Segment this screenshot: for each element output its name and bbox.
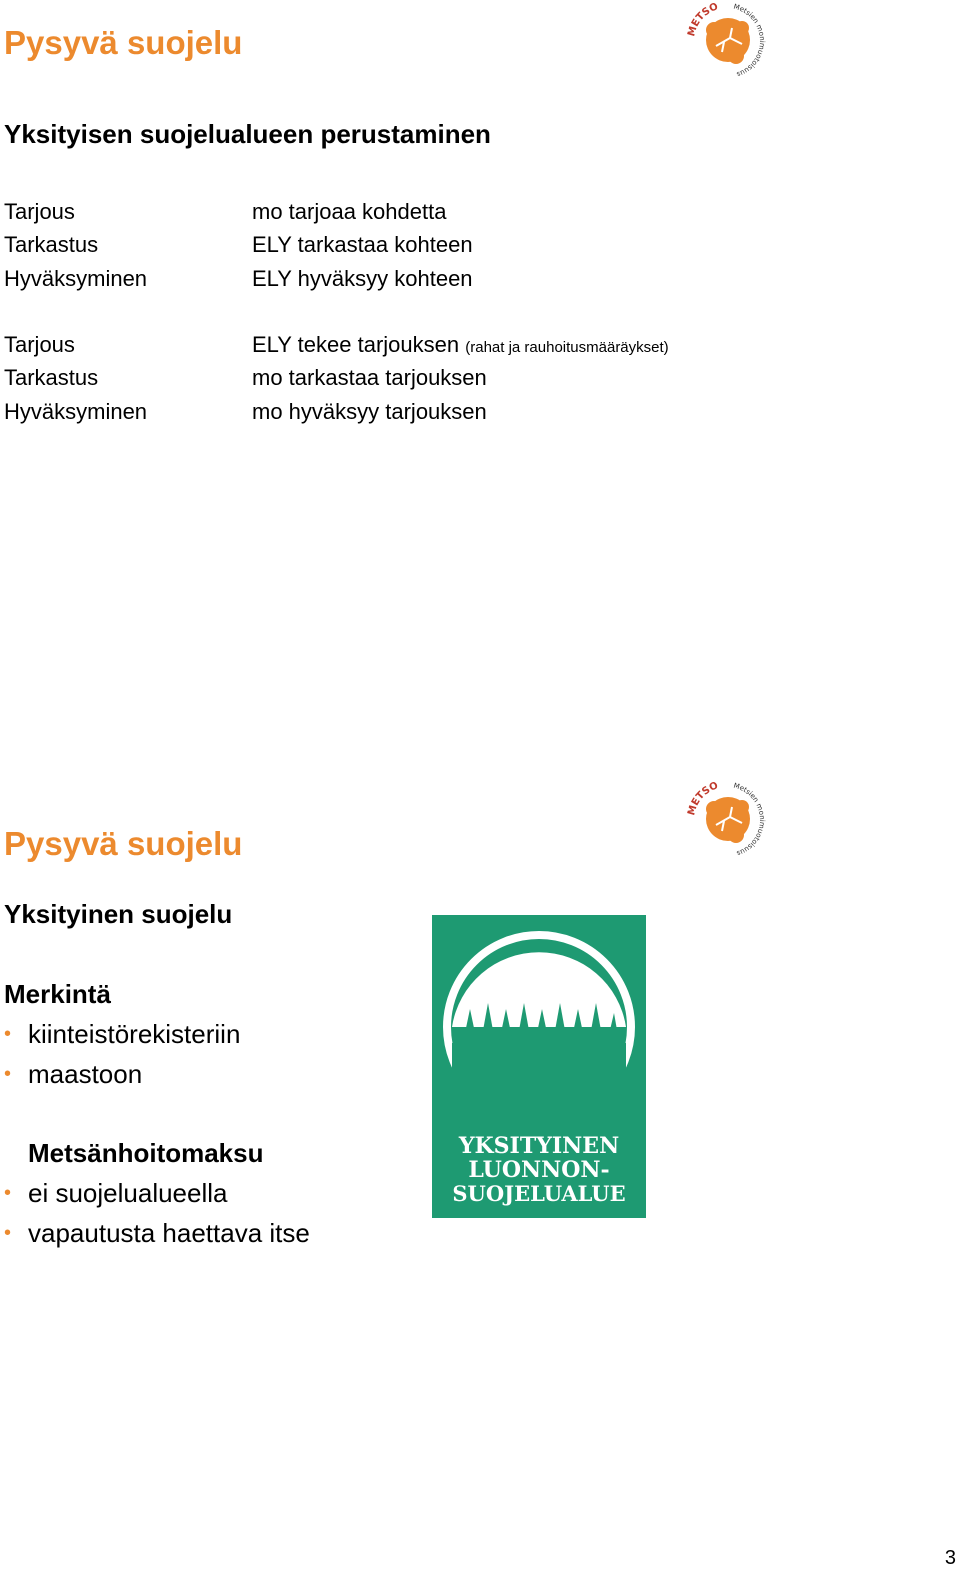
step-term: Hyväksyminen xyxy=(4,265,148,291)
step-desc: ELY tarkastaa kohteen xyxy=(252,232,473,258)
step-desc xyxy=(252,328,669,364)
svg-text:Metsien monimuotoisuus: Metsien monimuotoisuus xyxy=(732,781,767,858)
step-term: Tarkastus xyxy=(4,232,99,258)
list-item: • ei suojelualueella xyxy=(4,1178,228,1208)
sign-line-3: SUOJELUALUE xyxy=(452,1181,626,1206)
step-term: Hyväksyminen xyxy=(4,398,148,424)
slide-title: Pysyvä suojelu xyxy=(4,24,243,61)
list-item: • vapautusta haettava itse xyxy=(4,1218,310,1248)
slide-2 xyxy=(0,780,960,1570)
metso-logo-icon xyxy=(686,0,768,82)
slide-subtitle: Yksityisen suojelualueen perustaminen xyxy=(4,119,491,149)
step-desc-main: ELY tekee tarjouksen xyxy=(252,332,460,357)
step-desc-note: (rahat ja rauhoitusmääräykset) xyxy=(465,339,669,356)
svg-text:Metsien monimuotoisuus: Metsien monimuotoisuus xyxy=(732,2,767,79)
page-number: 3 xyxy=(944,1547,956,1569)
svg-text:METSO: METSO xyxy=(686,1,720,38)
step-desc: mo hyväksyy tarjouksen xyxy=(252,398,487,424)
sign-line-2: LUONNON- xyxy=(468,1157,610,1183)
nature-reserve-sign xyxy=(432,915,646,1218)
step-desc: mo tarkastaa tarjouksen xyxy=(252,365,487,391)
step-desc: mo tarjoaa kohdetta xyxy=(252,199,447,224)
slide-title: Pysyvä suojelu xyxy=(4,825,243,862)
step-term: Tarjous xyxy=(4,199,75,224)
step-term: Tarjous xyxy=(4,332,75,357)
section-heading-merkinta: Merkintä xyxy=(4,979,111,1009)
step-desc: ELY hyväksyy kohteen xyxy=(252,265,473,291)
sign-line-1: YKSITYINEN xyxy=(458,1133,620,1159)
maksu-list xyxy=(4,1173,310,1253)
svg-text:METSO: METSO xyxy=(686,780,720,817)
slide-subtitle: Yksityinen suojelu xyxy=(4,899,233,929)
step-term: Tarkastus xyxy=(4,365,99,391)
section-heading-metsanhoitomaksu: Metsänhoitomaksu xyxy=(28,1138,264,1168)
list-item: • maastoon xyxy=(4,1059,143,1089)
list-item: • kiinteistörekisteriin xyxy=(4,1019,241,1049)
merkinta-list xyxy=(4,1014,240,1094)
metso-logo-icon xyxy=(686,779,768,861)
